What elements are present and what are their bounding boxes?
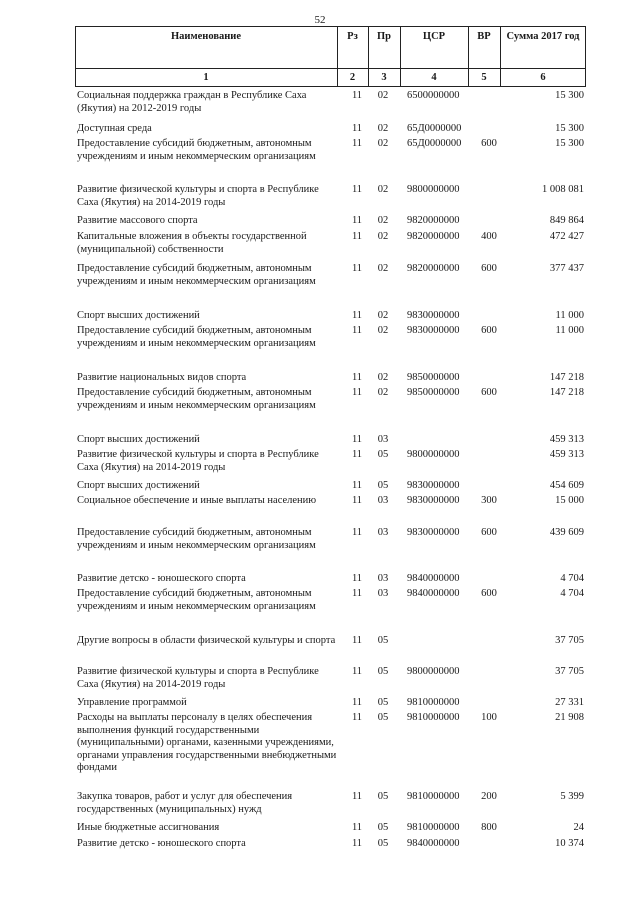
row-csr: 9810000000 — [407, 712, 460, 723]
row-rz: 11 — [351, 184, 363, 195]
row-sum: 24 — [573, 822, 584, 833]
row-sum: 459 313 — [549, 449, 584, 460]
row-sum: 15 300 — [555, 90, 584, 101]
row-rz: 11 — [351, 822, 363, 833]
row-sum: 27 331 — [555, 697, 584, 708]
page-number: 52 — [314, 14, 326, 26]
row-sum: 147 218 — [549, 372, 584, 383]
row-name: Спорт высших достижений — [77, 434, 200, 445]
row-csr: 6500000000 — [407, 90, 460, 101]
row-name: Развитие физической культуры и спорта в Республике Саха (Якутия) на 2014-2019 годы — [77, 184, 319, 208]
row-vr: 600 — [481, 387, 497, 398]
row-rz: 11 — [351, 480, 363, 491]
row-pr: 02 — [377, 123, 389, 134]
row-name: Спорт высших достижений — [77, 310, 200, 321]
row-pr: 03 — [377, 527, 389, 538]
row-name: Предоставление субсидий бюджетным, автономным учреждениям и иным некоммерческим организациям — [77, 325, 316, 349]
row-sum: 37 705 — [555, 635, 584, 646]
row-vr: 200 — [481, 791, 497, 802]
row-name: Предоставление субсидий бюджетным, автономным учреждениям и иным некоммерческим организациям — [77, 527, 316, 551]
row-vr: 300 — [481, 495, 497, 506]
row-pr: 02 — [377, 138, 389, 149]
row-vr: 600 — [481, 325, 497, 336]
row-pr: 02 — [377, 184, 389, 195]
row-csr: 9810000000 — [407, 822, 460, 833]
row-name: Развитие физической культуры и спорта в Республике Саха (Якутия) на 2014-2019 годы — [77, 449, 319, 473]
row-sum: 147 218 — [549, 387, 584, 398]
row-name: Предоставление субсидий бюджетным, автономным учреждениям и иным некоммерческим организациям — [77, 588, 316, 612]
row-csr: 9830000000 — [407, 325, 460, 336]
row-pr: 02 — [377, 90, 389, 101]
row-sum: 15 300 — [555, 138, 584, 149]
row-sum: 849 864 — [549, 215, 584, 226]
row-sum: 459 313 — [549, 434, 584, 445]
row-csr: 9820000000 — [407, 263, 460, 274]
row-rz: 11 — [351, 712, 363, 723]
row-name: Социальное обеспечение и иные выплаты населению — [77, 495, 317, 506]
row-csr: 9830000000 — [407, 310, 460, 321]
column-number-4: 4 — [431, 72, 437, 83]
row-pr: 03 — [377, 495, 389, 506]
row-pr: 05 — [377, 480, 389, 491]
row-rz: 11 — [351, 527, 363, 538]
row-vr: 600 — [481, 138, 497, 149]
row-sum: 1 008 081 — [542, 184, 584, 195]
header-vr: ВР — [477, 31, 491, 42]
row-sum: 37 705 — [555, 666, 584, 677]
column-number-2: 2 — [349, 72, 356, 83]
row-rz: 11 — [351, 263, 363, 274]
row-csr: 9820000000 — [407, 231, 460, 242]
column-number-3: 3 — [381, 72, 387, 83]
row-name: Развитие детско - юношеского спорта — [77, 838, 246, 849]
row-vr: 600 — [481, 588, 497, 599]
row-name: Капитальные вложения в объекты государственной (муниципальной) собственности — [77, 231, 307, 255]
header-pr: Пр — [376, 31, 391, 42]
row-csr: 65Д0000000 — [407, 138, 462, 149]
row-csr: 9840000000 — [407, 838, 460, 849]
row-sum: 15 000 — [555, 495, 584, 506]
row-sum: 21 908 — [555, 712, 584, 723]
row-pr: 02 — [377, 387, 389, 398]
row-csr: 9840000000 — [407, 573, 460, 584]
row-pr: 02 — [377, 263, 389, 274]
row-name: Доступная среда — [77, 123, 152, 134]
row-csr: 65Д0000000 — [407, 123, 462, 134]
row-csr: 9830000000 — [407, 480, 460, 491]
row-csr: 9800000000 — [407, 184, 460, 195]
row-rz: 11 — [351, 838, 363, 849]
row-csr: 9800000000 — [407, 449, 460, 460]
row-sum: 439 609 — [549, 527, 584, 538]
row-pr: 03 — [377, 588, 389, 599]
column-number-6: 6 — [540, 72, 546, 83]
row-name: Спорт высших достижений — [77, 480, 200, 491]
row-pr: 05 — [377, 666, 389, 677]
row-rz: 11 — [351, 666, 363, 677]
row-vr: 400 — [481, 231, 497, 242]
row-pr: 05 — [377, 822, 389, 833]
row-pr: 02 — [377, 231, 389, 242]
row-rz: 11 — [351, 791, 363, 802]
row-rz: 11 — [351, 215, 363, 226]
row-name: Развитие национальных видов спорта — [77, 372, 247, 383]
row-rz: 11 — [351, 138, 363, 149]
header-csr: ЦСР — [422, 31, 446, 42]
row-vr: 800 — [481, 822, 497, 833]
row-rz: 11 — [351, 310, 363, 321]
row-vr: 600 — [481, 263, 497, 274]
row-sum: 472 427 — [549, 231, 584, 242]
row-csr: 9850000000 — [407, 372, 460, 383]
row-rz: 11 — [351, 434, 363, 445]
row-name: Социальная поддержка граждан в Республике Саха (Якутия) на 2012-2019 годы — [77, 90, 307, 114]
row-sum: 15 300 — [555, 123, 584, 134]
row-vr: 100 — [481, 712, 497, 723]
row-pr: 05 — [377, 712, 389, 723]
row-pr: 03 — [377, 434, 389, 445]
row-pr: 05 — [377, 697, 389, 708]
row-sum: 4 704 — [560, 588, 584, 599]
row-rz: 11 — [351, 90, 363, 101]
row-csr: 9810000000 — [407, 791, 460, 802]
row-rz: 11 — [351, 372, 363, 383]
row-rz: 11 — [351, 495, 363, 506]
row-csr: 9810000000 — [407, 697, 460, 708]
row-pr: 03 — [377, 573, 389, 584]
row-pr: 05 — [377, 791, 389, 802]
header-rz: Рз — [347, 31, 358, 42]
row-csr: 9830000000 — [407, 495, 460, 506]
row-pr: 02 — [377, 310, 389, 321]
column-number-1: 1 — [203, 72, 209, 83]
row-name: Предоставление субсидий бюджетным, автономным учреждениям и иным некоммерческим организациям — [77, 387, 316, 411]
row-pr: 02 — [377, 215, 389, 226]
row-rz: 11 — [351, 231, 363, 242]
row-rz: 11 — [351, 697, 363, 708]
row-csr: 9800000000 — [407, 666, 460, 677]
row-rz: 11 — [351, 573, 363, 584]
row-sum: 5 399 — [560, 791, 584, 802]
row-csr: 9840000000 — [407, 588, 460, 599]
header-name: Наименование — [171, 31, 241, 42]
row-rz: 11 — [351, 325, 363, 336]
header-sum: Сумма 2017 год — [506, 31, 580, 42]
row-rz: 11 — [351, 449, 363, 460]
row-rz: 11 — [351, 588, 363, 599]
row-sum: 11 000 — [555, 310, 584, 321]
row-name: Развитие физической культуры и спорта в Республике Саха (Якутия) на 2014-2019 годы — [77, 666, 319, 690]
row-name: Иные бюджетные ассигнования — [77, 822, 220, 833]
row-sum: 4 704 — [560, 573, 584, 584]
row-sum: 454 609 — [549, 480, 584, 491]
row-rz: 11 — [351, 387, 363, 398]
row-name: Другие вопросы в области физической культуры и спорта — [77, 635, 336, 646]
row-name: Закупка товаров, работ и услуг для обеспечения государственных (муниципальных) нужд — [77, 791, 293, 815]
row-vr: 600 — [481, 527, 497, 538]
row-name: Предоставление субсидий бюджетным, автономным учреждениям и иным некоммерческим организациям — [77, 263, 316, 287]
row-pr: 05 — [377, 449, 389, 460]
row-rz: 11 — [351, 123, 363, 134]
row-name: Расходы на выплаты персоналу в целях обеспечения выполнения функций государственными (муниципальными) органами, казенными учреждениями, органами управления государственными внебюджетными фондами — [77, 712, 337, 774]
row-name: Развитие массового спорта — [77, 215, 198, 226]
row-name: Предоставление субсидий бюджетным, автономным учреждениям и иным некоммерческим организациям — [77, 138, 316, 162]
row-name: Развитие детско - юношеского спорта — [77, 573, 246, 584]
row-pr: 05 — [377, 635, 389, 646]
row-pr: 05 — [377, 838, 389, 849]
row-csr: 9820000000 — [407, 215, 460, 226]
row-csr: 9850000000 — [407, 387, 460, 398]
row-sum: 377 437 — [549, 263, 584, 274]
row-sum: 10 374 — [555, 838, 584, 849]
row-rz: 11 — [351, 635, 363, 646]
row-csr: 9830000000 — [407, 527, 460, 538]
row-name: Управление программой — [77, 697, 187, 708]
column-number-5: 5 — [481, 72, 487, 83]
row-sum: 11 000 — [555, 325, 584, 336]
row-pr: 02 — [377, 325, 389, 336]
row-pr: 02 — [377, 372, 389, 383]
